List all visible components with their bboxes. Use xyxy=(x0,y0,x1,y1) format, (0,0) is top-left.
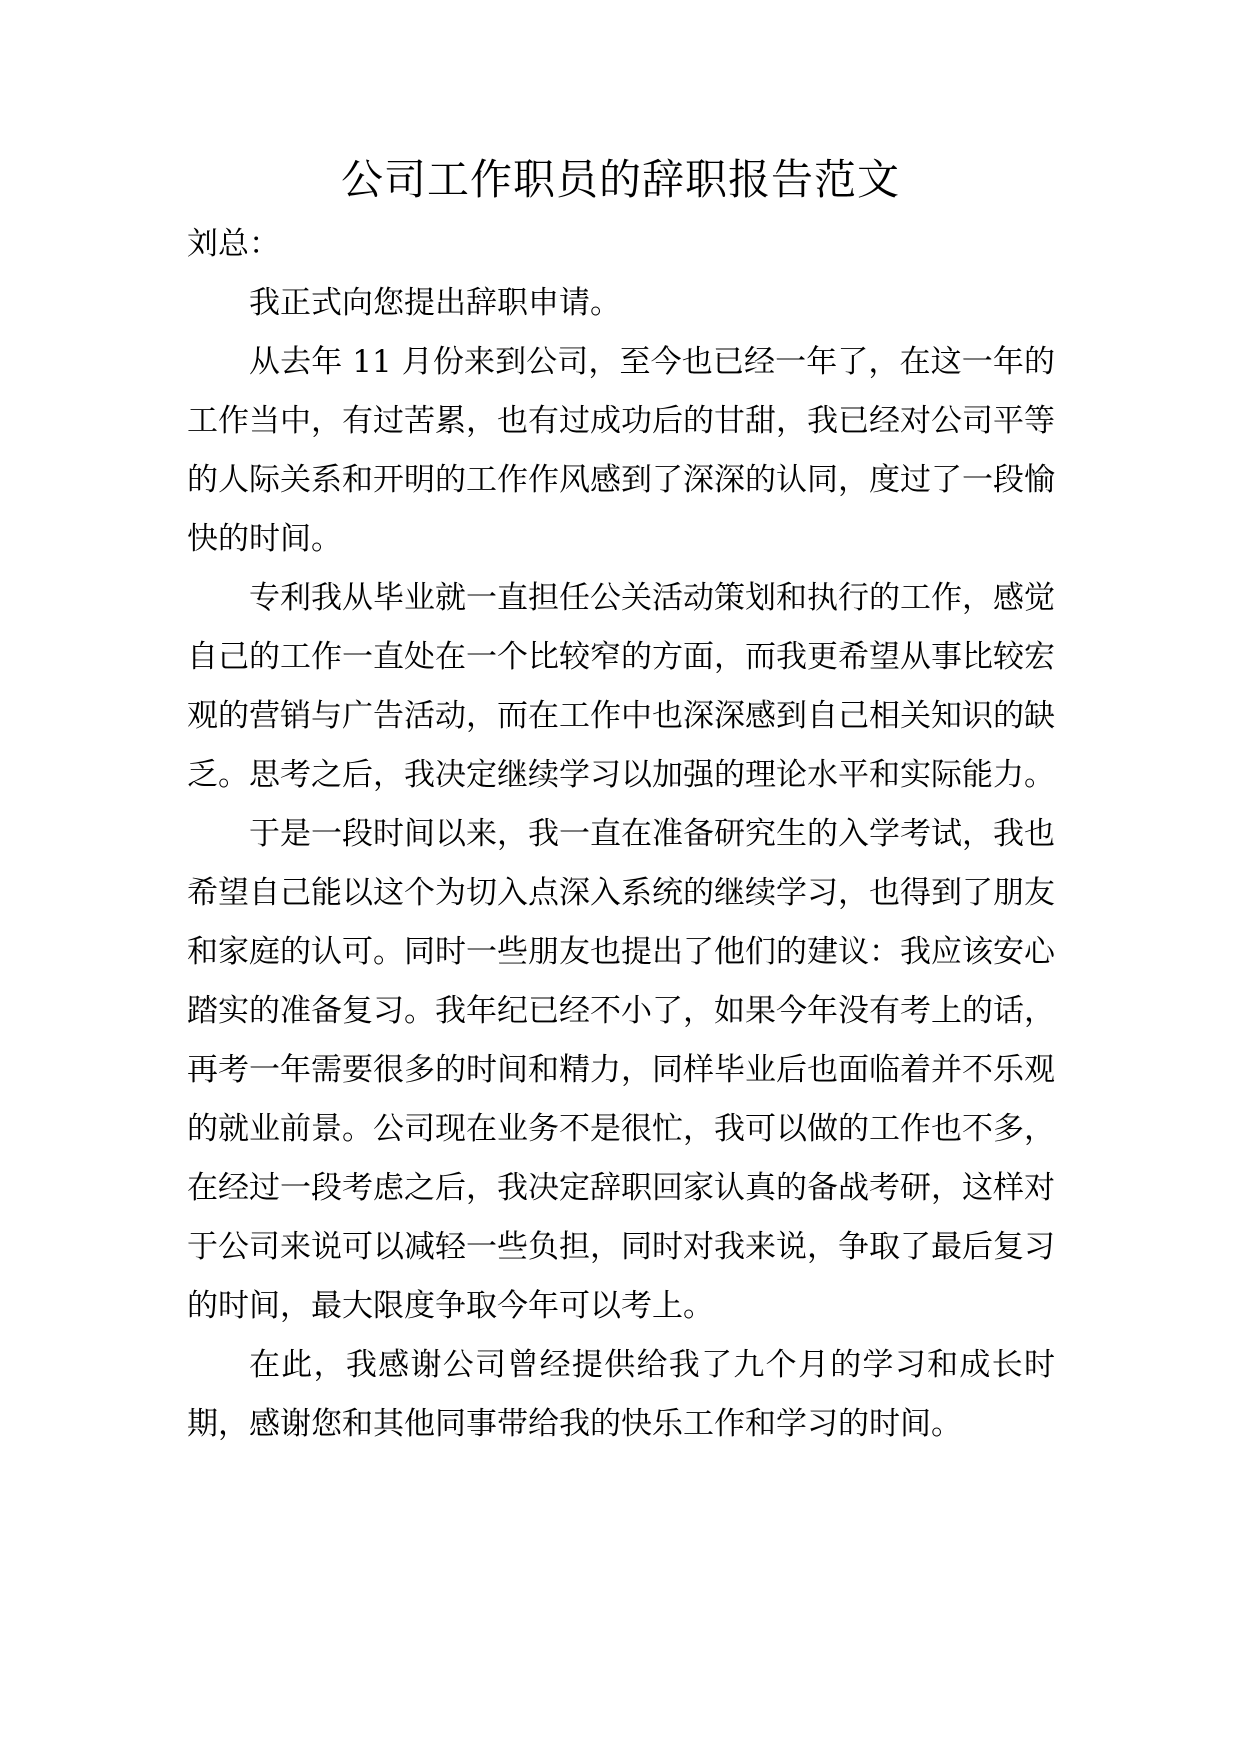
paragraph-career-reflection: 专利我从毕业就一直担任公关活动策划和执行的工作，感觉自己的工作一直处在一个比较窄的方面，而我更希望从事比较宏观的营销与广告活动，而在工作中也深深感到自己相关知识的缺乏。思考之后，我决定继续学习以加强的理论水平和实际能力。 xyxy=(187,580,1055,793)
paragraph-gratitude: 在此，我感谢公司曾经提供给我了九个月的学习和成长时期，感谢您和其他同事带给我的快乐工作和学习的时间。 xyxy=(187,1347,1055,1442)
paragraph-work-experience: 从去年 11 月份来到公司，至今也已经一年了，在这一年的工作当中，有过苦累，也有过成功后的甘甜，我已经对公司平等的人际关系和开明的工作作风感到了深深的认同，度过了一段愉快的时间。 xyxy=(187,344,1055,557)
salutation: 刘总： xyxy=(187,226,280,262)
letter-body xyxy=(187,215,1055,1454)
paragraph-resignation-request: 我正式向您提出辞职申请。 xyxy=(249,285,621,321)
document-title: 公司工作职员的辞职报告范文 xyxy=(340,155,900,204)
paragraph-exam-preparation: 于是一段时间以来，我一直在准备研究生的入学考试，我也希望自己能以这个为切入点深入系统的继续学习，也得到了朋友和家庭的认可。同时一些朋友也提出了他们的建议：我应该安心踏实的准备复习。我年纪已经不小了，如果今年没有考上的话，再考一年需要很多的时间和精力，同样毕业后也面临着并不乐观的就业前景。公司现在业务不是很忙，我可以做的工作也不多，在经过一段考虑之后，我决定辞职回家认真的备战考研，这样对于公司来说可以减轻一些负担，同时对我来说，争取了最后复习的时间，最大限度争取今年可以考上。 xyxy=(187,816,1055,1324)
